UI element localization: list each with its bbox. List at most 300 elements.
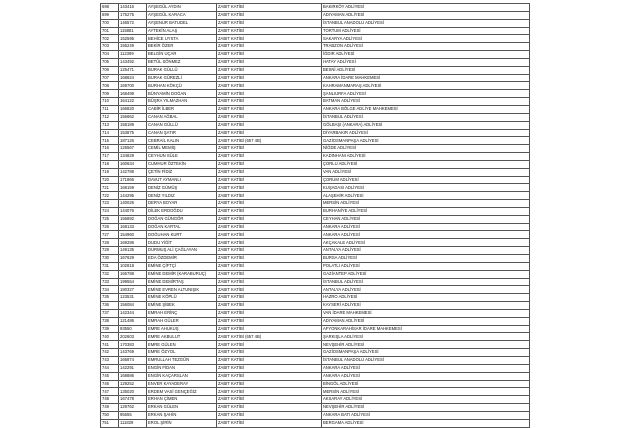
table-row [101,207,530,215]
table-row [101,341,530,349]
assigned-court-cell: KADINHANI ADLİYESİ [322,153,530,161]
full-name-cell: CUMHUR ÖZTEKİN [147,160,217,168]
registry-number-cell: 187126 [119,137,147,145]
registry-number-cell: 156662 [119,113,147,121]
full-name-cell: AYŞENUR BATUDEL [147,19,217,27]
registry-number-cell: 93550 [119,325,147,333]
assigned-court-cell: BAKIRKÖY ADLİYESİ [322,4,530,12]
row-number-cell: 722 [101,192,119,200]
registry-number-cell: 142788 [119,168,147,176]
title-cell: ZABIT KATİBİ [217,4,322,12]
assigned-court-cell: BESNİ ADLİYESİ [322,66,530,74]
table-row [101,356,530,364]
registry-number-cell: 143492 [119,58,147,66]
row-number-cell: 698 [101,4,119,12]
table-row [101,129,530,137]
full-name-cell: CEBRAİL KALIN [147,137,217,145]
table-row [101,309,530,317]
assigned-court-cell: ANTALYA ADLİYESİ [322,286,530,294]
assigned-court-cell: KUŞADASI ADLİYESİ [322,184,530,192]
registry-number-cell: 175275 [119,11,147,19]
assigned-court-cell: TORTUM ADLİYESİ [322,27,530,35]
assigned-court-cell: NEVŞEHİR ADLİYESİ [322,404,530,412]
title-cell: ZABIT KATİBİ [217,302,322,310]
title-cell: ZABIT KATİBİ [217,184,322,192]
table-row [101,82,530,90]
assigned-court-cell: SAKARYA ADLİYESİ [322,35,530,43]
row-number-cell: 723 [101,200,119,208]
table-row [101,160,530,168]
full-name-cell: ERHAN ÇİMEN [147,396,217,404]
assigned-court-cell: ANKARA ADLİYESİ [322,223,530,231]
full-name-cell: ENGİN KAÇARSLAN [147,372,217,380]
registry-number-cell: 168159 [119,184,147,192]
row-number-cell: 710 [101,98,119,106]
title-cell: ZABIT KATİBİ [217,145,322,153]
title-cell: ZABIT KATİBİ [217,341,322,349]
table-row [101,200,530,208]
full-name-cell: EMRAH ERİNÇ [147,309,217,317]
assigned-court-cell: ADIYAMAN ADLİYESİ [322,317,530,325]
row-number-cell: 738 [101,317,119,325]
registry-number-cell: 144295 [119,192,147,200]
table-row [101,388,530,396]
table-row [101,90,530,98]
assigned-court-cell: DİYARBAKIR ADLİYESİ [322,129,530,137]
title-cell: ZABIT KATİBİ [217,325,322,333]
registry-number-cell: 166874 [119,356,147,364]
table-row [101,404,530,412]
title-cell: ZABIT KATİBİ (657 4B) [217,137,322,145]
title-cell: ZABIT KATİBİ [217,43,322,51]
full-name-cell: BETÜL SÖNMEZ [147,58,217,66]
personnel-assignment-sheet [100,3,529,428]
table-row [101,333,530,341]
title-cell: ZABIT KATİBİ [217,105,322,113]
title-cell: ZABIT KATİBİ [217,58,322,66]
assigned-court-cell: İSTANBUL ADLİYESİ [322,113,530,121]
row-number-cell: 705 [101,58,119,66]
table-row [101,184,530,192]
title-cell: ZABIT KATİBİ [217,247,322,255]
row-number-cell: 748 [101,396,119,404]
assigned-court-cell: İSTANBUL ADLİYESİ [322,278,530,286]
row-number-cell: 745 [101,372,119,380]
row-number-cell: 709 [101,90,119,98]
row-number-cell: 747 [101,388,119,396]
table-row [101,66,530,74]
assigned-court-cell: POLATLI ADLİYESİ [322,262,530,270]
registry-number-cell: 140026 [119,200,147,208]
row-number-cell: 751 [101,419,119,427]
registry-number-cell: 143769 [119,349,147,357]
table-row [101,153,530,161]
row-number-cell: 733 [101,278,119,286]
title-cell: ZABIT KATİBİ [217,215,322,223]
table-row [101,239,530,247]
assigned-court-cell: GÖLBAŞI (ANKARA) ADLİYESİ [322,121,530,129]
assigned-court-cell: KAHRAMANMARAŞ ADLİYESİ [322,82,530,90]
table-row [101,11,530,19]
title-cell: ZABIT KATİBİ [217,396,322,404]
row-number-cell: 699 [101,11,119,19]
title-cell: ZABIT KATİBİ [217,160,322,168]
title-cell: ZABIT KATİBİ [217,121,322,129]
registry-number-cell: 115881 [119,27,147,35]
assigned-court-cell: ŞARKIŞLA ADLİYESİ [322,333,530,341]
title-cell: ZABIT KATİBİ [217,153,322,161]
full-name-cell: BELGİN UÇAR [147,51,217,59]
table-row [101,396,530,404]
row-number-cell: 726 [101,223,119,231]
title-cell: ZABIT KATİBİ [217,35,322,43]
assigned-court-cell: NİĞDE ADLİYESİ [322,145,530,153]
title-cell: ZABIT KATİBİ [217,388,322,396]
title-cell: ZABIT KATİBİ [217,419,322,427]
assigned-court-cell: AFYONKARAHİSAR İDARE MAHKEMESİ [322,325,530,333]
registry-number-cell: 102818 [119,262,147,270]
assigned-court-cell: HAZRO ADLİYESİ [322,294,530,302]
assigned-court-cell: ŞANLIURFA ADLİYESİ [322,90,530,98]
registry-number-cell: 202603 [119,333,147,341]
table-row [101,215,530,223]
full-name-cell: DOĞUHAN KURT [147,231,217,239]
title-cell: ZABIT KATİBİ [217,19,322,27]
assigned-court-cell: MERSİN ADLİYESİ [322,388,530,396]
row-number-cell: 716 [101,145,119,153]
registry-number-cell: 111829 [119,419,147,427]
assigned-court-cell: İĞDIR ADLİYESİ [322,51,530,59]
title-cell: ZABIT KATİBİ [217,286,322,294]
row-number-cell: 704 [101,51,119,59]
table-row [101,294,530,302]
full-name-cell: EMİNE ÇİFTÇİ [147,262,217,270]
assigned-court-cell: GAZİOSMANPAŞA ADLİYESİ [322,349,530,357]
table-row [101,223,530,231]
row-number-cell: 736 [101,302,119,310]
assigned-court-cell: ÇORUM ADLİYESİ [322,176,530,184]
registry-number-cell: 152595 [119,35,147,43]
full-name-cell: EMİNE KÖPLÜ [147,294,217,302]
full-name-cell: CEMİL MEMİŞ [147,145,217,153]
assigned-court-cell: AKÇAKALE ADLİYESİ [322,239,530,247]
registry-number-cell: 123531 [119,294,147,302]
row-number-cell: 750 [101,411,119,419]
row-number-cell: 707 [101,74,119,82]
row-number-cell: 744 [101,364,119,372]
registry-number-cell: 166820 [119,105,147,113]
title-cell: ZABIT KATİBİ [217,239,322,247]
registry-number-cell: 149135 [119,247,147,255]
assigned-court-cell: BURSA ADLİYESİ [322,255,530,263]
full-name-cell: ENGİN FİDAN [147,364,217,372]
full-name-cell: BURHAN KÖKÇÜ [147,82,217,90]
assigned-court-cell: GAZİANTEP ADLİYESİ [322,270,530,278]
personnel-table [100,3,530,428]
table-row [101,364,530,372]
title-cell: ZABIT KATİBİ [217,380,322,388]
full-name-cell: BEHİCE UYSTA [147,35,217,43]
table-row [101,51,530,59]
full-name-cell: EMİNE DEMİR (KARABURUÇ) [147,270,217,278]
full-name-cell: BÜNYAMİN DOĞAN [147,90,217,98]
row-number-cell: 743 [101,356,119,364]
full-name-cell: DOĞAN GÜNGÖR [147,215,217,223]
row-number-cell: 728 [101,239,119,247]
row-number-cell: 749 [101,404,119,412]
row-number-cell: 721 [101,184,119,192]
table-row [101,247,530,255]
table-row [101,4,530,12]
assigned-court-cell: CEYHAN ADLİYESİ [322,215,530,223]
title-cell: ZABIT KATİBİ [217,404,322,412]
full-name-cell: EMRULLAH TEZGÜN [147,356,217,364]
registry-number-cell: 170383 [119,341,147,349]
registry-number-cell: 169286 [119,239,147,247]
title-cell: ZABIT KATİBİ [217,411,322,419]
title-cell: ZABIT KATİBİ [217,231,322,239]
registry-number-cell: 155249 [119,43,147,51]
assigned-court-cell: HATAY ADLİYESİ [322,58,530,66]
title-cell: ZABIT KATİBİ [217,66,322,74]
table-row [101,302,530,310]
row-number-cell: 741 [101,341,119,349]
assigned-court-cell: BURHANİYE ADLİYESİ [322,207,530,215]
full-name-cell: CEYHUN SÜLE [147,153,217,161]
full-name-cell: BURAK GÜREZLİ [147,74,217,82]
title-cell: ZABIT KATİBİ [217,27,322,35]
full-name-cell: ENVER KAYADERAY [147,380,217,388]
registry-number-cell: 167478 [119,396,147,404]
table-row [101,27,530,35]
title-cell: ZABIT KATİBİ [217,207,322,215]
assigned-court-cell: GAZİOSMANPAŞA ADLİYESİ [322,137,530,145]
table-row [101,325,530,333]
table-row [101,419,530,427]
assigned-court-cell: ANKARA ADLİYESİ [322,231,530,239]
title-cell: ZABIT KATİBİ [217,192,322,200]
registry-number-cell: 142344 [119,309,147,317]
full-name-cell: ERKAN ŞAHİN [147,411,217,419]
full-name-cell: EMRE ÖZYOL [147,349,217,357]
row-number-cell: 702 [101,35,119,43]
title-cell: ZABIT KATİBİ [217,270,322,278]
registry-number-cell: 129762 [119,404,147,412]
title-cell: ZABIT KATİBİ [217,51,322,59]
assigned-court-cell: BATMAN ADLİYESİ [322,98,530,106]
full-name-cell: AYTEKİN ALAŞ [147,27,217,35]
registry-number-cell: 134829 [119,153,147,161]
full-name-cell: ERDEM VASİ GENÇEĞİZ [147,388,217,396]
full-name-cell: ÇETİN FİDİZ [147,168,217,176]
registry-number-cell: 168886 [119,372,147,380]
registry-number-cell: 168133 [119,223,147,231]
full-name-cell: DİLEK ERDOĞDU [147,207,217,215]
row-number-cell: 703 [101,43,119,51]
registry-number-cell: 156892 [119,215,147,223]
registry-number-cell: 167629 [119,255,147,263]
row-number-cell: 731 [101,262,119,270]
full-name-cell: EMİNE DEMİRTAŞ [147,278,217,286]
full-name-cell: DUDU YİĞİT [147,239,217,247]
row-number-cell: 742 [101,349,119,357]
row-number-cell: 712 [101,113,119,121]
registry-number-cell: 121486 [119,317,147,325]
full-name-cell: BURAK GÜLLÜ [147,66,217,74]
title-cell: ZABIT KATİBİ [217,255,322,263]
full-name-cell: DAVUT AYMANLI [147,176,217,184]
title-cell: ZABIT KATİBİ [217,11,322,19]
table-row [101,349,530,357]
row-number-cell: 727 [101,231,119,239]
assigned-court-cell: ÇORLU ADLİYESİ [322,160,530,168]
full-name-cell: CANAN ŞATIR [147,129,217,137]
assigned-court-cell: ANTALYA ADLİYESİ [322,247,530,255]
row-number-cell: 700 [101,19,119,27]
full-name-cell: DERYA BOYAR [147,200,217,208]
title-cell: ZABIT KATİBİ [217,168,322,176]
row-number-cell: 739 [101,325,119,333]
full-name-cell: CABİR İLBER [147,105,217,113]
row-number-cell: 701 [101,27,119,35]
assigned-court-cell: BERGAMA ADLİYESİ [322,419,530,427]
row-number-cell: 719 [101,168,119,176]
table-row [101,192,530,200]
full-name-cell: BÜŞRA YILMAZHAN [147,98,217,106]
assigned-court-cell: VAN İDARE MAHKEMESİ [322,309,530,317]
table-row [101,278,530,286]
title-cell: ZABIT KATİBİ [217,356,322,364]
title-cell: ZABIT KATİBİ [217,294,322,302]
assigned-court-cell: TRABZON ADLİYESİ [322,43,530,51]
title-cell: ZABIT KATİBİ [217,364,322,372]
registry-number-cell: 171866 [119,176,147,184]
title-cell: ZABIT KATİBİ [217,176,322,184]
title-cell: ZABIT KATİBİ [217,349,322,357]
title-cell: ZABIT KATİBİ [217,129,322,137]
row-number-cell: 732 [101,270,119,278]
personnel-table-body [101,4,530,428]
table-row [101,168,530,176]
registry-number-cell: 112399 [119,51,147,59]
full-name-cell: CANAN GÜLLÜ [147,121,217,129]
table-row [101,74,530,82]
row-number-cell: 717 [101,153,119,161]
full-name-cell: ERKAN GÜLEN [147,404,217,412]
row-number-cell: 729 [101,247,119,255]
assigned-court-cell: ADIYAMAN ADLİYESİ [322,11,530,19]
full-name-cell: CANAN AĞBAL [147,113,217,121]
registry-number-cell: 168499 [119,90,147,98]
registry-number-cell: 154960 [119,231,147,239]
registry-number-cell: 199554 [119,278,147,286]
registry-number-cell: 95655 [119,411,147,419]
registry-number-cell: 129252 [119,380,147,388]
full-name-cell: DENİZ GÜMÜŞ [147,184,217,192]
assigned-court-cell: ANKARA BATI ADLİYESİ [322,411,530,419]
table-row [101,121,530,129]
table-row [101,43,530,51]
table-row [101,105,530,113]
table-row [101,58,530,66]
table-row [101,137,530,145]
row-number-cell: 711 [101,105,119,113]
registry-number-cell: 168824 [119,74,147,82]
table-row [101,176,530,184]
row-number-cell: 714 [101,129,119,137]
full-name-cell: EMRAH GÜLER [147,317,217,325]
assigned-court-cell: ALAŞEHİR ADLİYESİ [322,192,530,200]
row-number-cell: 746 [101,380,119,388]
table-row [101,317,530,325]
title-cell: ZABIT KATİBİ [217,98,322,106]
full-name-cell: EMRE GÜLEN [147,341,217,349]
title-cell: ZABIT KATİBİ [217,113,322,121]
title-cell: ZABIT KATİBİ [217,317,322,325]
registry-number-cell: 156084 [119,302,147,310]
table-row [101,98,530,106]
row-number-cell: 730 [101,255,119,263]
assigned-court-cell: ANKARA ADLİYESİ [322,372,530,380]
title-cell: ZABIT KATİBİ [217,223,322,231]
row-number-cell: 735 [101,294,119,302]
registry-number-cell: 158189 [119,121,147,129]
table-row [101,35,530,43]
full-name-cell: DURMUŞ ALİ ÇAĞLAYAN [147,247,217,255]
row-number-cell: 708 [101,82,119,90]
row-number-cell: 720 [101,176,119,184]
registry-number-cell: 143416 [119,4,147,12]
table-row [101,231,530,239]
row-number-cell: 734 [101,286,119,294]
table-row [101,145,530,153]
table-row [101,380,530,388]
table-row [101,262,530,270]
table-row [101,113,530,121]
assigned-court-cell: NEVŞEHİR ADLİYESİ [322,341,530,349]
full-name-cell: AYŞEGÜL AYDIN [147,4,217,12]
assigned-court-cell: MERSİN ADLİYESİ [322,200,530,208]
title-cell: ZABIT KATİBİ [217,74,322,82]
registry-number-cell: 144076 [119,207,147,215]
title-cell: ZABIT KATİBİ [217,200,322,208]
row-number-cell: 737 [101,309,119,317]
full-name-cell: EMRE AHUKUŞ [147,325,217,333]
row-number-cell: 718 [101,160,119,168]
title-cell: ZABIT KATİBİ [217,278,322,286]
row-number-cell: 706 [101,66,119,74]
assigned-court-cell: BİNGÖL ADLİYESİ [322,380,530,388]
registry-number-cell: 180327 [119,286,147,294]
registry-number-cell: 142291 [119,364,147,372]
row-number-cell: 725 [101,215,119,223]
full-name-cell: EROL ŞİRİN [147,419,217,427]
registry-number-cell: 125471 [119,66,147,74]
assigned-court-cell: ANKARA İDARE MAHKEMESİ [322,74,530,82]
title-cell: ZABIT KATİBİ [217,82,322,90]
registry-number-cell: 126567 [119,145,147,153]
registry-number-cell: 160634 [119,160,147,168]
table-row [101,255,530,263]
assigned-court-cell: AKSARAY ADLİYESİ [322,396,530,404]
full-name-cell: EMİNE EVREN ALTUNIŞIK [147,286,217,294]
assigned-court-cell: VAN ADLİYESİ [322,168,530,176]
registry-number-cell: 153875 [119,129,147,137]
full-name-cell: EDA ÖZDEMİR [147,255,217,263]
registry-number-cell: 164122 [119,98,147,106]
table-row [101,286,530,294]
table-row [101,411,530,419]
